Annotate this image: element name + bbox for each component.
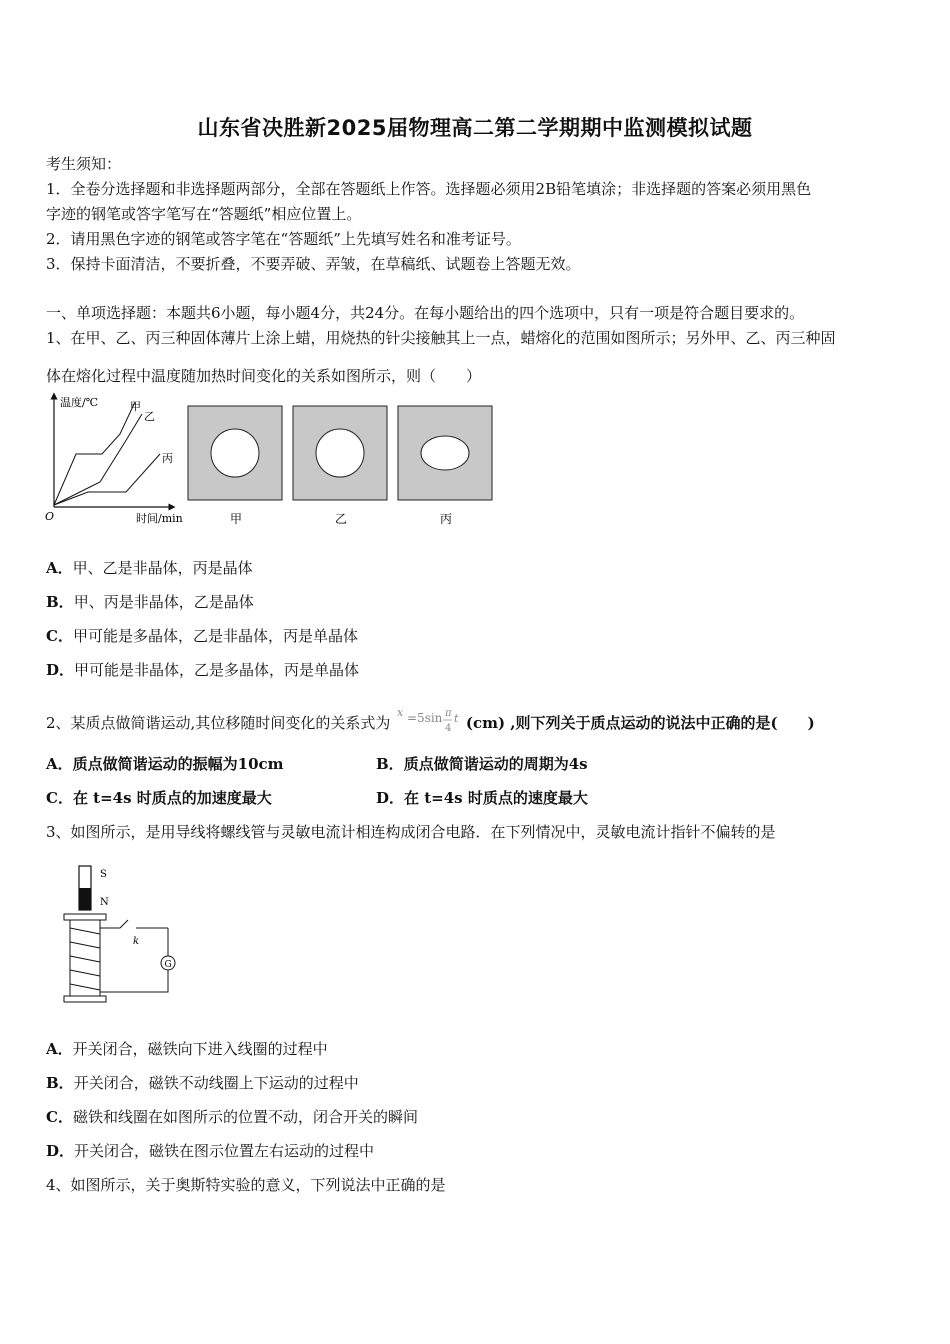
q4-stem: 4、如图所示，关于奥斯特实验的意义，下列说法中正确的是 [46, 1176, 446, 1194]
curve-yi [54, 414, 142, 505]
q2-option-d: D．在 t=4s 时质点的速度最大 [376, 789, 588, 807]
curve-label-yi: 乙 [144, 410, 155, 423]
notice-line-1b: 字迹的钢笔或答字笔写在“答题纸”相应位置上。 [46, 205, 362, 223]
q3-option-d: D．开关闭合，磁铁在图示位置左右运动的过程中 [46, 1142, 375, 1160]
solenoid-coil [70, 928, 100, 990]
q1-stem-line-2: 体在熔化过程中温度随加热时间变化的关系如图所示，则（ ） [46, 367, 482, 385]
graph-origin: O [45, 510, 55, 523]
q1-option-a: A．甲、乙是非晶体，丙是晶体 [46, 559, 253, 577]
svg-text:x: x [397, 706, 404, 719]
pole-s-label: S [100, 869, 107, 880]
q3-option-b: B．开关闭合，磁铁不动线圈上下运动的过程中 [46, 1074, 359, 1092]
q2-stem: 2、某质点做简谐运动,其位移随时间变化的关系式为 x =5sin π 4 t (cm) ,则下列关于质点运动的说法中正确的是( ) [46, 706, 815, 740]
switch-label: k [133, 936, 140, 947]
notice-heading: 考生须知： [46, 155, 122, 173]
pole-n-label: N [100, 897, 109, 908]
notice-line-3: 3．保持卡面清洁，不要折叠，不要弄破、弄皱，在草稿纸、试题卷上答题无效。 [46, 255, 581, 273]
graph-y-label: 温度/℃ [60, 396, 99, 409]
solenoid-circuit-figure [56, 860, 186, 1010]
section-heading: 一、单项选择题：本题共6小题，每小题4分，共24分。在每小题给出的四个选项中，只有一项是符合题目要求的。 [46, 304, 805, 322]
q3-option-c: C．磁铁和线圈在如图所示的位置不动，闭合开关的瞬间 [46, 1108, 418, 1126]
curve-jia [54, 402, 135, 505]
panel-label-jia: 甲 [230, 512, 243, 526]
page-title: 山东省决胜新2025届物理高二第二学期期中监测模拟试题 [197, 116, 753, 140]
panel-label-yi: 乙 [335, 512, 348, 526]
q1-option-b: B．甲、丙是非晶体，乙是晶体 [46, 593, 254, 611]
panel-yi-circle [316, 429, 364, 477]
curve-label-bing: 丙 [162, 452, 173, 465]
q1-stem-line-1: 1、在甲、乙、丙三种固体薄片上涂上蜡，用烧热的针尖接触其上一点，蜡熔化的范围如图所示；另外甲、乙、丙三种固 [46, 329, 836, 347]
wax-melting-panels [186, 404, 496, 530]
notice-line-2: 2．请用黑色字迹的钢笔或答字笔在“答题纸”上先填写姓名和准考证号。 [46, 230, 521, 248]
q2-formula [395, 706, 461, 740]
q3-stem: 3、如图所示，是用导线将螺线管与灵敏电流计相连构成闭合电路．在下列情况中，灵敏电流计指针不偏转的是 [46, 823, 776, 841]
svg-text:π: π [445, 708, 452, 719]
galvanometer-label: G [164, 960, 172, 970]
q1-option-d: D．甲可能是非晶体，乙是多晶体，丙是单晶体 [46, 661, 360, 679]
q2-option-b: B．质点做简谐运动的周期为4s [376, 755, 588, 773]
curve-label-jia: 甲 [130, 400, 141, 413]
q1-option-c: C．甲可能是多晶体，乙是非晶体，丙是单晶体 [46, 627, 358, 645]
wire-bottom [100, 970, 168, 992]
notice-line-1a: 1．全卷分选择题和非选择题两部分，全部在答题纸上作答。选择题必须用2B铅笔填涂；非选择题的答案必须用黑色 [46, 180, 812, 198]
q2-option-c: C．在 t=4s 时质点的加速度最大 [46, 789, 272, 807]
svg-text:4: 4 [445, 723, 452, 734]
temperature-time-graph [40, 392, 190, 527]
q3-option-a: A．开关闭合，磁铁向下进入线圈的过程中 [46, 1040, 328, 1058]
panel-bing-ellipse [421, 436, 469, 470]
svg-text:=5sin: =5sin [407, 711, 443, 725]
panel-jia-circle [211, 429, 259, 477]
solenoid-bottom-cap [64, 996, 106, 1002]
q2-option-a: A．质点做简谐运动的振幅为10cm [46, 755, 284, 773]
graph-x-label: 时间/min [136, 512, 183, 525]
svg-text:t: t [454, 712, 459, 725]
panel-label-bing: 丙 [440, 512, 453, 526]
magnet-n-half [79, 888, 91, 910]
wire-top [100, 920, 128, 928]
solenoid-top-cap [64, 914, 106, 920]
